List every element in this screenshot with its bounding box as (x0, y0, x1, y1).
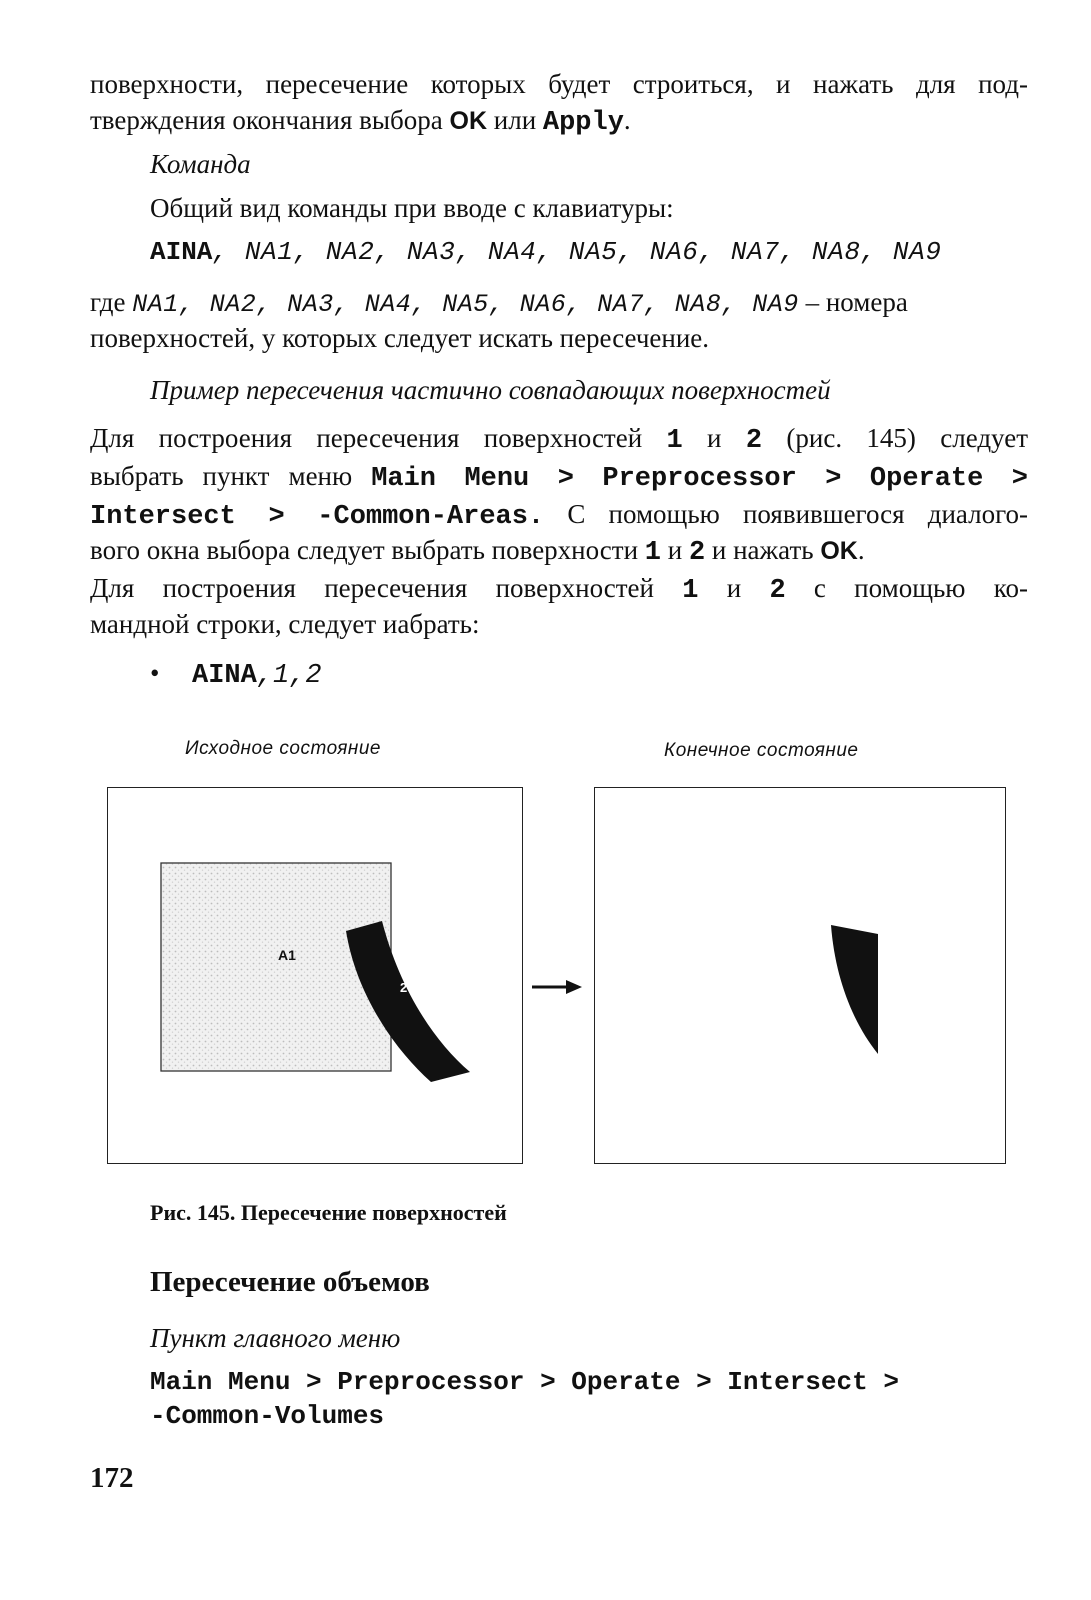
page-number: 172 (90, 1462, 134, 1494)
text: с помощью ко- (785, 573, 1028, 603)
text: (рис. 145) следует (762, 423, 1028, 453)
text: где (90, 287, 133, 317)
ok-keyword: OK (449, 107, 488, 135)
bullet-mark: • (150, 658, 160, 688)
command-name: AINA (192, 661, 257, 691)
menu-path: Intersect > -Common-Areas. (90, 502, 545, 532)
area-number: 2 (745, 426, 763, 456)
text: – номера (798, 287, 908, 317)
figure-right-title: Конечное состояние (664, 740, 859, 761)
command-args: , NA1, NA2, NA3, NA4, NA5, NA6, NA7, NA8, NA9 (212, 237, 942, 267)
area-number: 2 (688, 538, 706, 568)
figure-initial-state-panel (107, 787, 523, 1164)
command-name: AINA (150, 237, 213, 267)
paragraph2-line-1 (90, 420, 1028, 459)
text: и (698, 573, 770, 603)
section-heading: Пересечение объемов (150, 1266, 430, 1298)
example-heading: Пример пересечения частично совпадающих поверхностей (150, 375, 831, 405)
command-heading: Команда (150, 149, 251, 179)
text: С помощью появившегося диалого- (544, 499, 1028, 529)
initial-state-drawing (108, 788, 522, 1163)
text: выбрать пункт меню (90, 461, 372, 491)
text: . (623, 105, 631, 135)
text: . (857, 535, 865, 565)
text: поверхности, пересечение которых будет строиться, и нажать для под- (90, 69, 1028, 99)
menu-item-heading: Пункт главного меню (150, 1323, 401, 1353)
area-number: 1 (666, 426, 683, 456)
keyboard-intro: Общий вид команды при вводе с клавиатуры: (150, 193, 674, 223)
where-args: NA1, NA2, NA3, NA4, NA5, NA6, NA7, NA8, NA9 (132, 290, 799, 319)
ok-keyword: OK (820, 537, 858, 565)
text: и (682, 423, 746, 453)
text: Для построения пересечения поверхностей (90, 573, 683, 603)
menu-path-line-2: -Common-Volumes (150, 1401, 385, 1431)
paragraph-continuation-line-1 (90, 66, 1028, 102)
text: или (487, 105, 543, 135)
intersection-area (831, 925, 878, 1054)
where-line-1 (90, 284, 908, 323)
label-area-2: 2 (400, 980, 408, 995)
command-syntax (150, 233, 942, 270)
paragraph2-line-4 (90, 532, 865, 571)
area-number: 1 (682, 576, 699, 606)
text: Для построения пересечения поверхностей (90, 423, 667, 453)
text: и (660, 535, 689, 565)
paragraph3-line-1 (90, 570, 1028, 609)
command-args: ,1,2 (256, 661, 322, 691)
text: и нажать (705, 535, 821, 565)
area-number: 1 (644, 538, 661, 568)
arrow-right-icon (530, 977, 584, 997)
menu-path: Main Menu > Preprocessor > Operate > (371, 464, 1028, 494)
final-state-drawing (595, 788, 1005, 1163)
figure-caption: Рис. 145. Пересечение поверхностей (150, 1200, 507, 1225)
where-line-2: поверхностей, у которых следует искать пересечение. (90, 323, 710, 353)
paragraph2-line-2 (90, 458, 1028, 497)
paragraph2-line-3 (90, 496, 1028, 535)
text: тверждения окончания выбора (90, 105, 450, 135)
area-number: 2 (769, 576, 786, 606)
paragraph3-line-2: мандной строки, следует иабрать: (90, 609, 480, 639)
bullet-command (150, 655, 322, 694)
apply-keyword: Apply (542, 108, 624, 138)
label-a1: A1 (278, 947, 296, 963)
menu-path-line-1: Main Menu > Preprocessor > Operate > Intersect > (150, 1367, 899, 1397)
paragraph-continuation-line-2 (90, 102, 631, 141)
figure-left-title: Исходное состояние (185, 738, 381, 759)
figure-final-state-panel (594, 787, 1006, 1164)
text: вого окна выбора следует выбрать поверхности (90, 535, 645, 565)
